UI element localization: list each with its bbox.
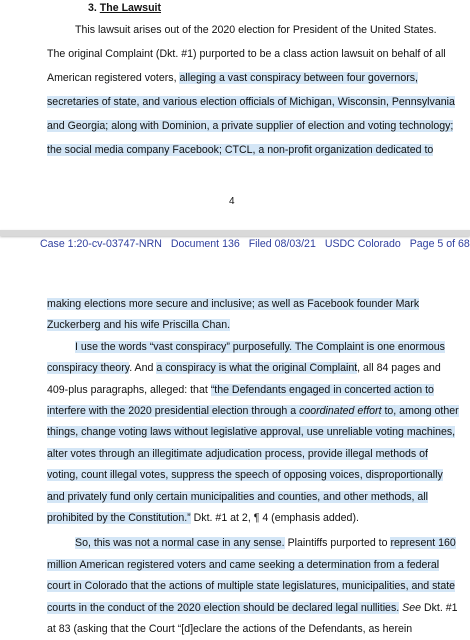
text-line: [47, 46, 446, 62]
text-line: [47, 621, 412, 637]
text-segment: Dkt. #1: [421, 602, 458, 614]
highlighted-text: “the Defendants engaged in concerted action to: [210, 384, 434, 396]
highlighted-text: things, change voting laws without legislative approval, use unreliable voting machines,: [47, 426, 456, 438]
highlighted-text: court in Colorado that the actions of multiple state legislatures, municipalities, and state: [47, 580, 456, 592]
highlighted-text: conspiracy theory: [47, 362, 130, 374]
text-segment: Plaintiffs purported to: [284, 537, 391, 549]
highlighted-text: the social media company Facebook; CTCL, a non-profit organization dedicated to: [47, 144, 434, 156]
highlighted-text: The Complaint is one enormous: [294, 341, 445, 353]
text-segment: American registered voters,: [47, 72, 180, 84]
highlighted-text: So, this was not a normal case in any sense.: [75, 537, 285, 549]
case-number: Case 1:20-cv-03747-NRN: [40, 238, 162, 250]
highlighted-text: courts in the conduct of the 2020 election should be declared legal nullities.: [47, 602, 400, 614]
page-number: 4: [229, 196, 235, 207]
text-segment: , all 84 pages and: [357, 362, 441, 374]
case-header: [40, 238, 470, 250]
text-line: [47, 360, 441, 376]
highlighted-text: voting, count illegal votes, suppress the speech of opposing voices, disproportionally: [47, 469, 443, 481]
highlighted-text: to, among other: [381, 405, 459, 417]
text-segment: See: [402, 602, 421, 614]
text-line: [47, 296, 419, 312]
text-line: [47, 403, 459, 419]
text-line: [47, 467, 443, 483]
court-name: USDC Colorado: [324, 238, 401, 250]
text-line: [47, 70, 418, 86]
highlighted-text: coordinated effort: [299, 405, 382, 417]
text-line: [47, 94, 455, 110]
filed-date: Filed 08/03/21: [248, 238, 316, 250]
page-separator: [0, 230, 470, 236]
text-line: [47, 382, 434, 398]
highlighted-text: Zuckerberg and his wife Priscilla Chan.: [47, 319, 231, 331]
section-title: The Lawsuit: [99, 2, 162, 14]
text-line: [75, 535, 456, 551]
highlighted-text: a conspiracy is what the original Complaint: [156, 362, 358, 374]
text-line: [47, 446, 428, 462]
text-line: [75, 22, 437, 38]
section-heading: [88, 0, 161, 16]
highlighted-text: and privately fund only certain municipalities and counties, and other methods, all: [47, 491, 429, 503]
highlighted-text: million American registered voters and came seeking a determination from a federal: [47, 559, 440, 571]
text-line: [47, 600, 458, 616]
highlighted-text: making elections more secure and inclusive; as well as Facebook founder Mark: [47, 298, 420, 310]
highlighted-text: prohibited by the Constitution.”: [47, 512, 191, 524]
text-line: [75, 339, 445, 355]
text-line: [47, 557, 439, 573]
text-line: [47, 510, 359, 526]
section-number: 3.: [88, 2, 97, 14]
highlighted-text: represent 160: [390, 537, 456, 549]
text-segment: The original Complaint (Dkt. #1) purported to be a class action lawsuit on behalf of all: [47, 48, 446, 60]
highlighted-text: and Georgia; along with Dominion, a private supplier of election and voting technology;: [47, 120, 454, 132]
text-line: [47, 424, 455, 440]
text-segment: This lawsuit arises out of the 2020 election for President of the United States.: [75, 24, 437, 36]
highlighted-text: alleging a vast conspiracy between four governors,: [179, 72, 418, 84]
highlighted-text: secretaries of state, and various election officials of Michigan, Wisconsin, Pennsylvania: [47, 96, 455, 108]
highlighted-text: I use the words “vast conspiracy” purposefully.: [75, 341, 295, 353]
text-line: [47, 489, 428, 505]
text-line: [47, 317, 230, 333]
text-segment: at 83 (asking that the Court “[d]eclare the actions of the Defendants, as herein: [47, 623, 413, 635]
text-line: [47, 142, 433, 158]
text-segment: Dkt. #1 at 2, ¶ 4 (emphasis added).: [190, 512, 359, 524]
text-segment: 409-plus paragraphs, alleged: that: [47, 384, 211, 396]
page-count: Page 5 of 68: [409, 238, 470, 250]
text-segment: . And: [129, 362, 157, 374]
text-line: [47, 118, 453, 134]
text-line: [47, 578, 455, 594]
document-number: Document 136: [170, 238, 240, 250]
highlighted-text: alter votes through an illegitimate adjudication process, provide illegal methods of: [47, 448, 429, 460]
highlighted-text: interfere with the 2020 presidential election through a: [47, 405, 300, 417]
